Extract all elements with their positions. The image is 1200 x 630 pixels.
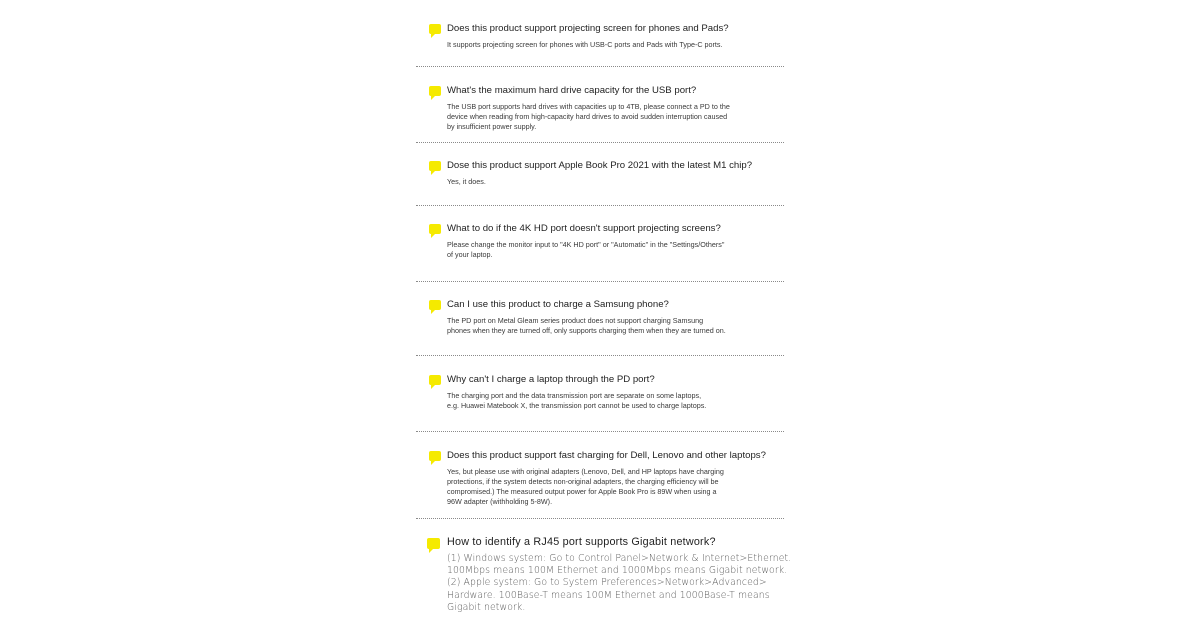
faq-item-4 — [416, 222, 815, 260]
faq-question: What to do if the 4K HD port doesn't support projecting screens? — [447, 223, 721, 234]
speech-bubble-icon — [429, 300, 441, 310]
faq-item-2 — [416, 84, 815, 132]
faq-answer: Please change the monitor input to "4K HD port" or "Automatic" in the "Settings/Others" of your laptop. — [447, 240, 725, 259]
faq-item-3 — [416, 159, 815, 187]
faq-question: How to identify a RJ45 port supports Gigabit network? — [447, 536, 716, 548]
speech-bubble-icon — [427, 538, 440, 549]
faq-question: Does this product support fast charging for Dell, Lenovo and other laptops? — [447, 450, 766, 461]
faq-answer: The PD port on Metal Gleam series product does not support charging Samsung phones when they are turned off, only supports charging them when they are turned on. — [447, 316, 726, 335]
divider — [416, 518, 784, 519]
faq-question: What's the maximum hard drive capacity for the USB port? — [447, 85, 697, 96]
faq-answer: Yes, but please use with original adapters (Lenovo, Dell, and HP laptops have charging protections, if the system detects non-original adapters, the charging efficiency will be compromised.) The measured output power for Apple Book Pro is 89W when using a 96W adapter (withholding 5-8W). — [447, 467, 724, 506]
faq-question: Can I use this product to charge a Samsung phone? — [447, 299, 669, 310]
divider — [416, 355, 784, 356]
faq-answer: The USB port supports hard drives with capacities up to 4TB, please connect a PD to the device when reading from high-capacity hard drives to avoid sudden interruption caused by insufficient power supply. — [447, 102, 730, 131]
faq-item-1 — [416, 22, 815, 50]
speech-bubble-icon — [429, 224, 441, 234]
divider — [416, 66, 784, 67]
speech-bubble-icon — [429, 375, 441, 385]
faq-item-7 — [416, 449, 827, 507]
speech-bubble-icon — [429, 451, 441, 461]
faq-answer: It supports projecting screen for phones with USB-C ports and Pads with Type-C ports. — [447, 40, 723, 49]
speech-bubble-icon — [429, 161, 441, 171]
speech-bubble-icon — [429, 24, 441, 34]
faq-answer: Yes, it does. — [447, 177, 486, 186]
faq-question: Dose this product support Apple Book Pro 2021 with the latest M1 chip? — [447, 160, 753, 171]
faq-answer: (1) Windows system: Go to Control Panel>Network & Internet>Ethernet. 100Mbps means 100M Ethernet and 1000Mbps means Gigabit network. (2) Apple system: Go to System Preferences>Network>Advanced> Hardware. 100Base-T means 100M Ethernet and 1000Base-T means Gigabit network. — [447, 553, 792, 613]
faq-answer: The charging port and the data transmission port are separate on some laptops, e.g. Huawei Matebook X, the transmission port cannot be used to charge laptops. — [447, 391, 707, 410]
speech-bubble-icon — [429, 86, 441, 96]
faq-item-6 — [416, 373, 815, 411]
divider — [416, 431, 784, 432]
divider — [416, 142, 784, 143]
faq-item-5 — [416, 298, 815, 336]
divider — [416, 205, 784, 206]
faq-question: Why can't I charge a laptop through the PD port? — [447, 374, 655, 385]
faq-item-8 — [416, 535, 827, 614]
faq-question: Does this product support projecting screen for phones and Pads? — [447, 23, 729, 34]
divider — [416, 281, 784, 282]
